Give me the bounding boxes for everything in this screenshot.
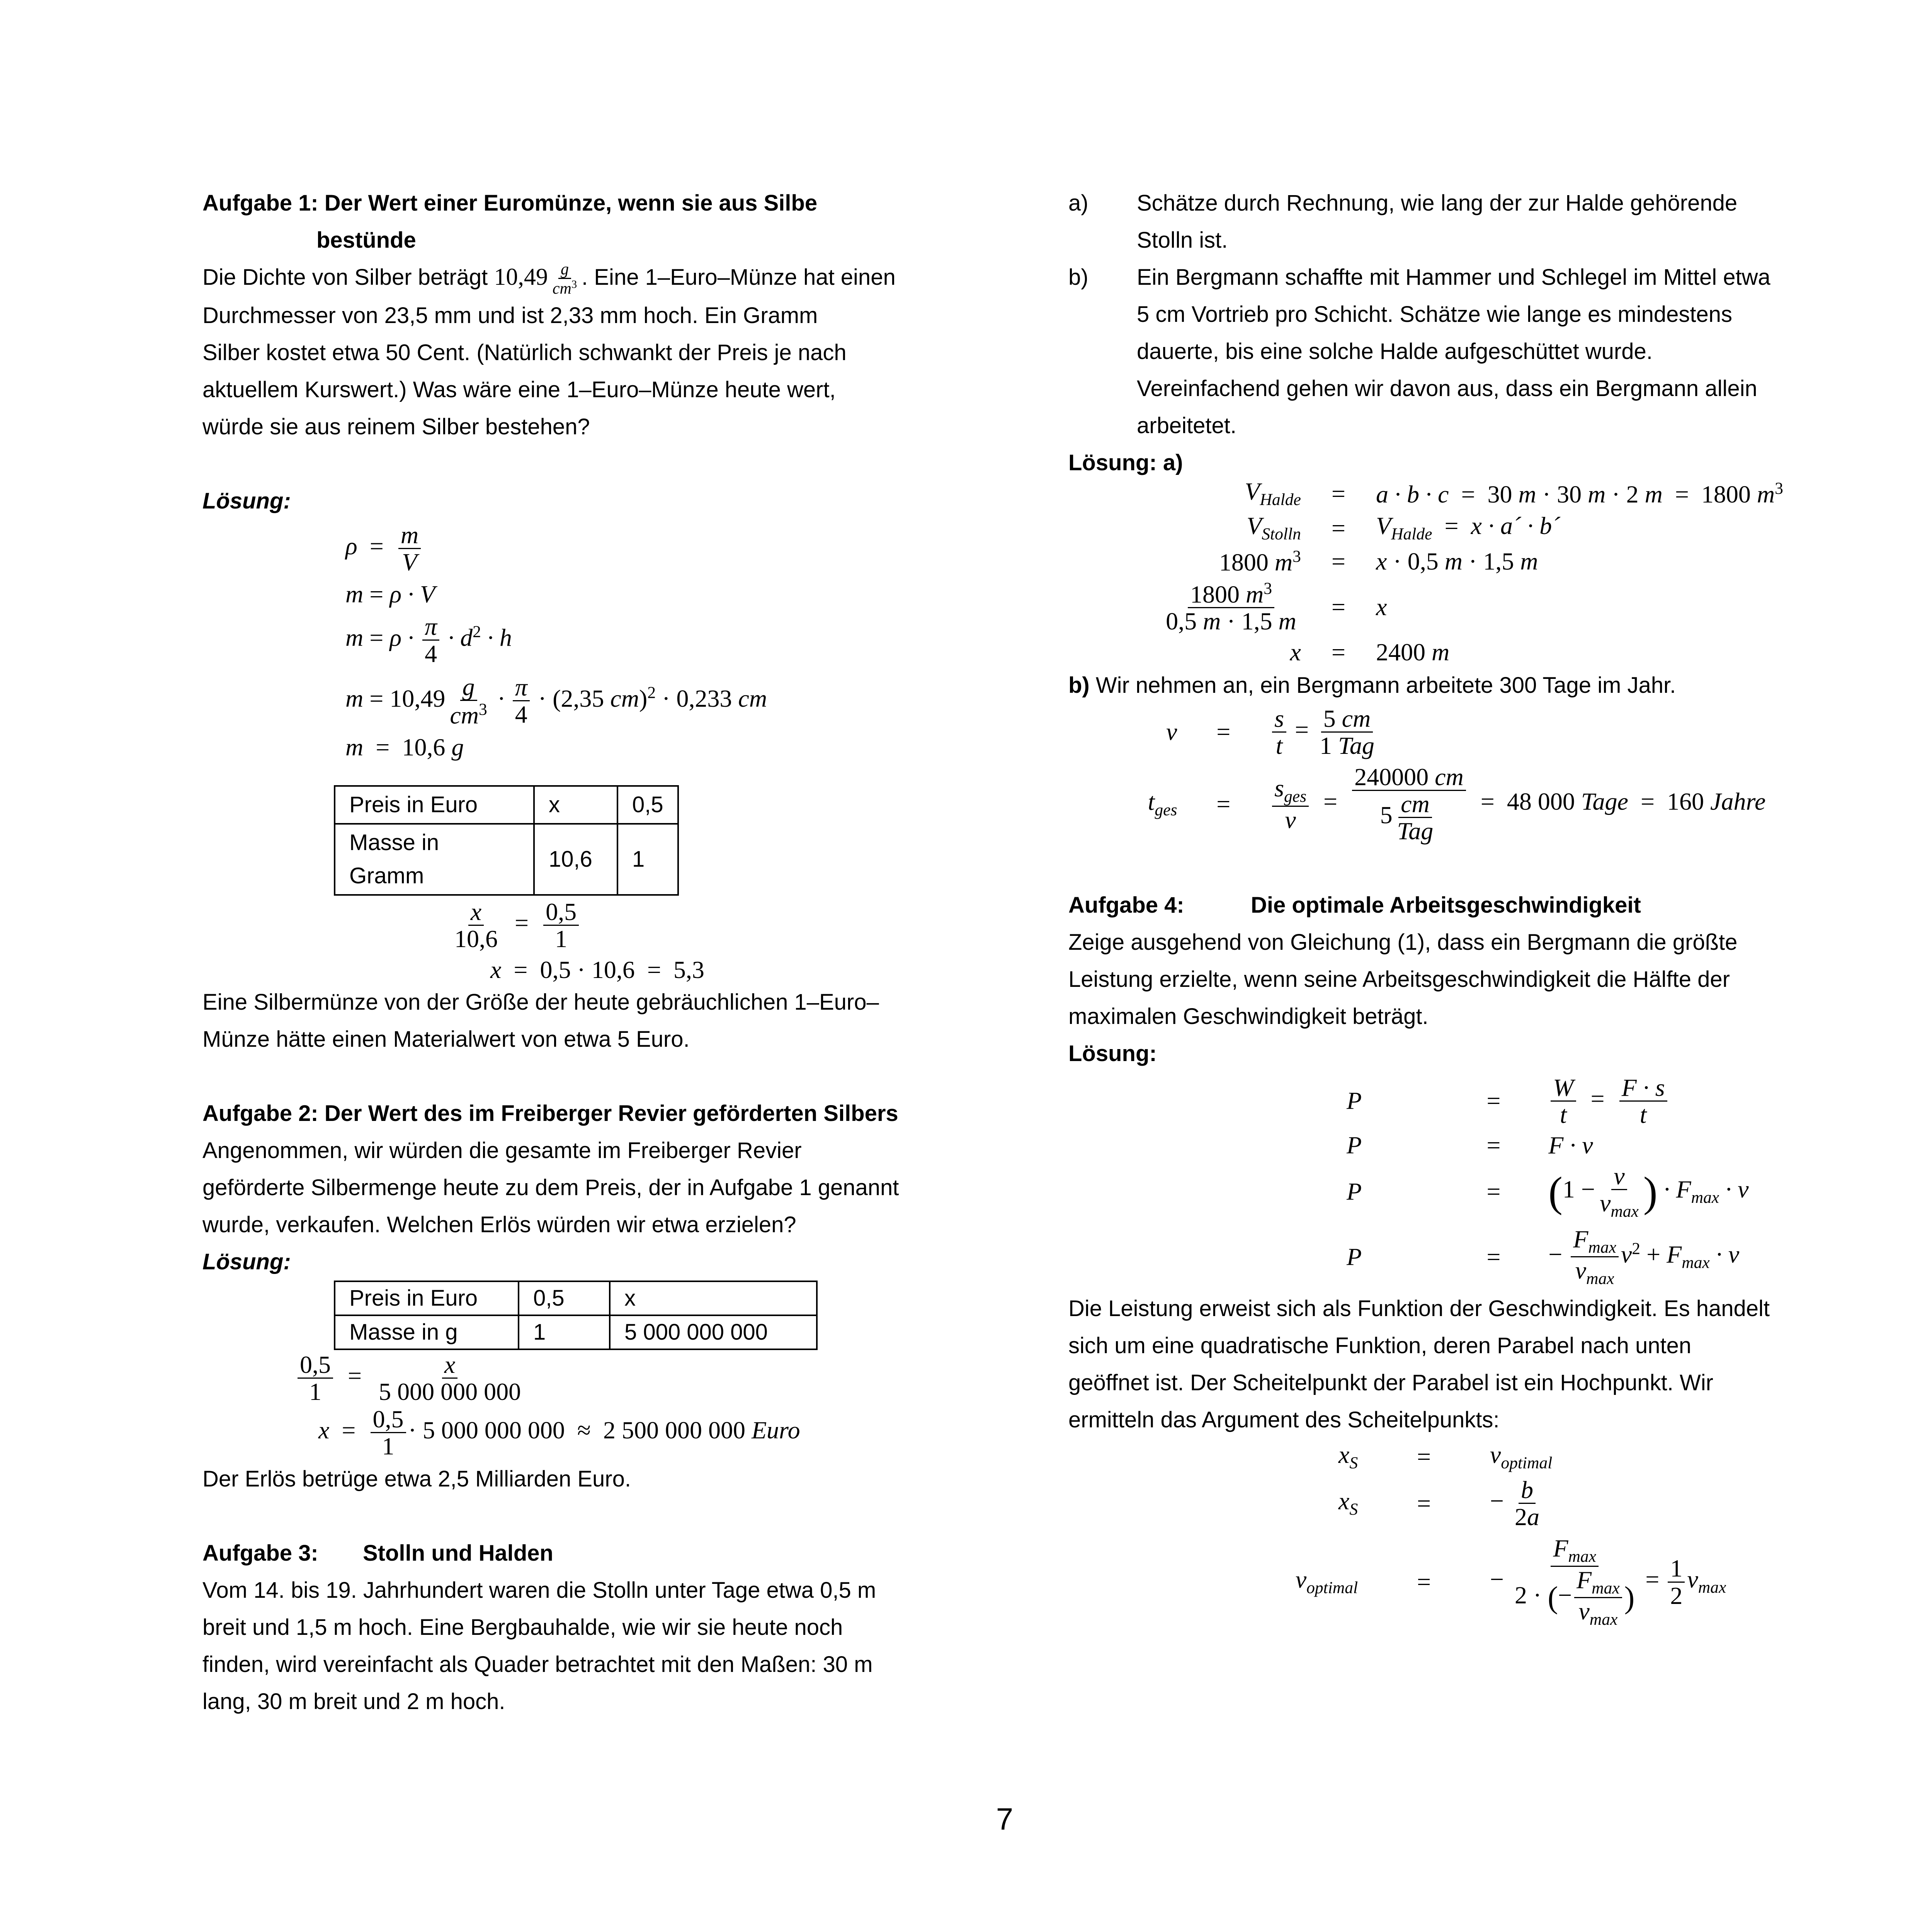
item-label: b) xyxy=(1068,265,1088,290)
task-1-result-equation: x = 0,5 · 10,6 = 5,3 xyxy=(490,956,704,983)
task-3-solution-a-label: Lösung: a) xyxy=(1068,450,1183,475)
equation: m = ρ · V xyxy=(345,580,435,608)
item-text-line: dauerte, bis eine solche Halde aufgeschüttet wurde. xyxy=(1137,339,1653,364)
table-cell: x xyxy=(534,786,617,824)
item-label: a) xyxy=(1068,190,1088,216)
task-4-after-line: Die Leistung erweist sich als Funktion der Geschwindigkeit. Es handelt xyxy=(1068,1296,1770,1321)
table-cell: 1 xyxy=(617,824,678,895)
task-3-text-line: lang, 30 m breit und 2 m hoch. xyxy=(202,1689,505,1714)
task-4-after-line: sich um eine quadratische Funktion, deren Parabel nach unten xyxy=(1068,1333,1692,1358)
task-3-text-line: Vom 14. bis 19. Jahrhundert waren die Stolln unter Tage etwa 0,5 m xyxy=(202,1578,876,1603)
task-4-equations: P = $\frac{W}{t}$ = $\frac{F \cdot s}{t}$ P = F · v P = (1 − $\frac{v}{v_{max}}$ ) · $F_{max} \cdot v$ P = − $\frac{F_{max}}{v_{max}}$ $v^2 + F_{max} \cdot v$ xyxy=(1347,1073,1749,1288)
equation: m = 10,6 g xyxy=(345,733,464,761)
task-3b-intro: b) Wir nehmen an, ein Bergmann arbeitete 300 Tage im Jahr. xyxy=(1068,672,1676,698)
table-row xyxy=(335,786,678,824)
table-cell: x xyxy=(610,1281,817,1315)
equation: m = ρ · $\frac{\pi}{4}$ · $d^2 \cdot h$ xyxy=(345,613,512,668)
task-1-text-line: aktuellem Kurswert.) Was wäre eine 1–Euro–Münze heute wert, xyxy=(202,377,836,402)
table-row xyxy=(335,1281,817,1315)
table-cell: Masse in Gramm xyxy=(335,824,534,895)
task-2-text-line: Angenommen, wir würden die gesamte im Freiberger Revier xyxy=(202,1138,802,1163)
task-2-title: Aufgabe 2: Der Wert des im Freiberger Revier geförderten Silbers xyxy=(202,1100,898,1126)
table-cell: 10,6 xyxy=(534,824,617,895)
list-item xyxy=(1068,185,1826,259)
task-4-text-line: Leistung erzielte, wenn seine Arbeitsgeschwindigkeit die Hälfte der xyxy=(1068,966,1730,992)
task-1-text-line: Die Dichte von Silber beträgt 10,49 $\frac{g}{cm^3}$ . Eine 1–Euro–Münze hat einen xyxy=(202,260,896,298)
task-1-proportion: $\frac{x}{10,6}$ = $\frac{0,5}{1}$ xyxy=(450,899,948,952)
task-3-title: Stolln und Halden xyxy=(363,1541,553,1566)
task-2-result-equation: x = $\frac{0,5}{1}$ · 5 000 000 000 ≈ 2 500 000 000 Euro xyxy=(318,1405,800,1460)
table-cell: 5 000 000 000 xyxy=(610,1315,817,1349)
item-text-line: Stolln ist. xyxy=(1137,228,1228,253)
task-3b-equations: v = $\frac{s}{t}$ = $\frac{5 cm}{\text{1 Tag}}$ $t_{ges}$ = $\frac{s_{ges}}{v}$ = 240000 cm 5 $\frac{cm}{\text{Tag}}$ = 48 000 Tage = 160 Jahre xyxy=(1148,704,1766,845)
task-3a-equations: $V_{Halde}$ = a · b · c = 30 m · 30 m · 2 m = 1800 $m^3$ $V_{Stolln}$ = $V_{Halde} = x$ · a´ · b´ 1800 $m^3$ = x · 0,5 m · 1,5 m $\frac{1800 m^3}{0,5 m \cdot 1,5 m}$ = x x = 2400 m xyxy=(1166,478,1783,666)
task-4-text-line: Zeige ausgehend von Gleichung (1), dass ein Bergmann die größte xyxy=(1068,929,1738,955)
table-row xyxy=(335,1315,817,1349)
task-2-proportion: $\frac{0,5}{1}$ = $\frac{x}{5 000 000 000}$ xyxy=(295,1352,948,1405)
table-row xyxy=(335,824,678,895)
task-1-result-line: Eine Silbermünze von der Größe der heute gebräuchlichen 1–Euro– xyxy=(202,989,879,1015)
task-1-result-line: Münze hätte einen Materialwert von etwa 5 Euro. xyxy=(202,1026,690,1052)
task-1-text-line: Silber kostet etwa 50 Cent. (Natürlich schwankt der Preis je nach xyxy=(202,340,847,365)
task-3-label: Aufgabe 3: xyxy=(202,1541,318,1566)
task-1-title: Aufgabe 1: Der Wert einer Euromünze, wenn sie aus Silbe xyxy=(202,190,818,216)
task-4-vertex-equations: $x_S$ = $v_{optimal}$ $x_S$ = − $\frac{b}{2a}$ $v_{optimal}$ = − $F_{max}$ 2 · (− $\frac{F_{max}}{v_{max}}$ ) = $\frac{1}{2}$ $v_{max}$ xyxy=(1295,1440,1726,1629)
task-4-after-line: ermitteln das Argument des Scheitelpunkts: xyxy=(1068,1407,1500,1432)
item-text-line: 5 cm Vortrieb pro Schicht. Schätze wie lange es mindestens xyxy=(1137,302,1732,327)
page-number: 7 xyxy=(996,1802,1014,1836)
item-text-line: Vereinfachend gehen wir davon aus, dass ein Bergmann allein xyxy=(1137,376,1757,401)
task-4-title: Die optimale Arbeitsgeschwindigkeit xyxy=(1251,892,1641,918)
task-2-text-line: wurde, verkaufen. Welchen Erlös würden wir etwa erzielen? xyxy=(202,1212,796,1237)
task-3-heading xyxy=(202,1535,948,1572)
task-1-title-cont: bestünde xyxy=(316,228,416,253)
table-cell: 0,5 xyxy=(519,1281,610,1315)
task-1-equations xyxy=(345,522,948,760)
task-1-table xyxy=(334,785,679,896)
list-item xyxy=(1068,259,1826,444)
task-1-text-line: würde sie aus reinem Silber bestehen? xyxy=(202,414,590,439)
table-cell: Preis in Euro xyxy=(335,786,534,824)
item-text-line: Ein Bergmann schaffte mit Hammer und Schlegel im Mittel etwa xyxy=(1137,265,1770,290)
task-4-after-line: geöffnet ist. Der Scheitelpunkt der Parabel ist ein Hochpunkt. Wir xyxy=(1068,1370,1713,1395)
task-4-label: Aufgabe 4: xyxy=(1068,892,1184,918)
task-2-table xyxy=(334,1281,818,1350)
task-3-text-line: finden, wird vereinfacht als Quader betrachtet mit den Maßen: 30 m xyxy=(202,1652,873,1677)
task-1-solution-label: Lösung: xyxy=(202,488,291,514)
task-1-text-line: Durchmesser von 23,5 mm und ist 2,33 mm hoch. Ein Gramm xyxy=(202,303,818,328)
item-text-line: Schätze durch Rechnung, wie lang der zur Halde gehörende xyxy=(1137,190,1738,216)
task-4-text-line: maximalen Geschwindigkeit beträgt. xyxy=(1068,1003,1429,1029)
table-cell: 1 xyxy=(519,1315,610,1349)
table-cell: Preis in Euro xyxy=(335,1281,519,1315)
task-4-heading xyxy=(1068,887,1826,924)
task-2-result: Der Erlös betrüge etwa 2,5 Milliarden Euro. xyxy=(202,1466,631,1492)
task-2-solution-label: Lösung: xyxy=(202,1249,291,1274)
task-4-solution-label: Lösung: xyxy=(1068,1041,1157,1066)
table-cell: 0,5 xyxy=(617,786,678,824)
task-2-text-line: geförderte Silbermenge heute zu dem Preis, der in Aufgabe 1 genannt xyxy=(202,1175,899,1200)
left-column xyxy=(202,185,948,1720)
table-cell: Masse in g xyxy=(335,1315,519,1349)
item-text-line: arbeitetet. xyxy=(1137,413,1236,438)
equation: ρ = $\frac{m}{V}$ xyxy=(345,522,948,575)
equation: m = 10,49 $\frac{g}{cm^3}$ · $\frac{\pi}{4}$ · (2,35 cm)$^2$ · 0,233 cm xyxy=(345,673,767,729)
right-column xyxy=(1068,185,1826,1629)
task-3-text-line: breit und 1,5 m hoch. Eine Bergbauhalde, wie wir sie heute noch xyxy=(202,1615,843,1640)
